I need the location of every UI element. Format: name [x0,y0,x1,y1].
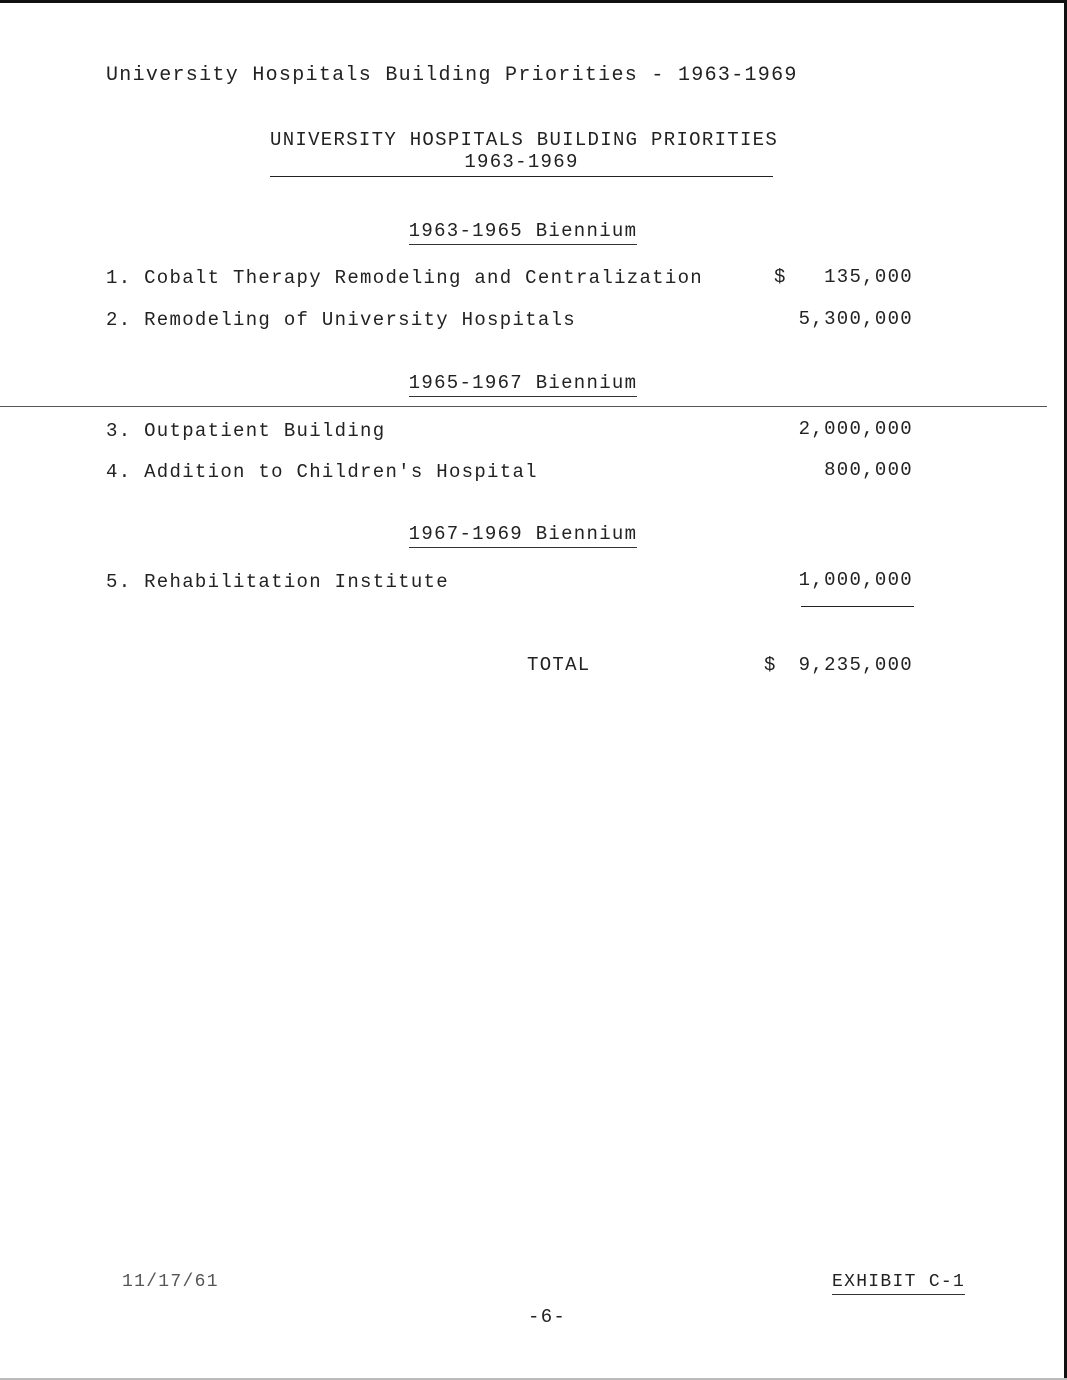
line-item-amount: 800,000 [824,459,913,481]
page-top-edge [0,0,1067,3]
title-underline [270,176,773,177]
total-amount: 9,235,000 [798,654,913,676]
line-item-amount: 135,000 [824,266,913,288]
document-date: 11/17/61 [122,1272,219,1292]
line-item-label: 2. Remodeling of University Hospitals [106,309,576,331]
document-title: UNIVERSITY HOSPITALS BUILDING PRIORITIES [270,129,779,151]
line-item-amount: 1,000,000 [798,569,913,591]
total-currency-symbol: $ [764,654,777,676]
line-item-label: 3. Outpatient Building [106,420,386,442]
line-item-label: 1. Cobalt Therapy Remodeling and Centralization [106,267,703,289]
line-item-label: 5. Rehabilitation Institute [106,571,449,593]
currency-symbol: $ [774,266,787,288]
running-header: University Hospitals Building Priorities - 1963-1969 [106,64,798,87]
document-title-years: 1963-1969 [464,151,579,173]
line-item-amount: 5,300,000 [798,308,913,330]
total-label: TOTAL [527,654,591,676]
section-heading: 1965-1967 Biennium [400,372,646,394]
subtotal-rule [801,606,914,607]
page-number: -6- [528,1306,567,1328]
line-item-label: 4. Addition to Children's Hospital [106,461,538,483]
section-heading: 1967-1969 Biennium [400,523,646,545]
scan-fold-line [0,406,1047,407]
line-item-amount: 2,000,000 [798,418,913,440]
section-heading: 1963-1965 Biennium [400,220,646,242]
exhibit-label: EXHIBIT C-1 [832,1272,965,1292]
